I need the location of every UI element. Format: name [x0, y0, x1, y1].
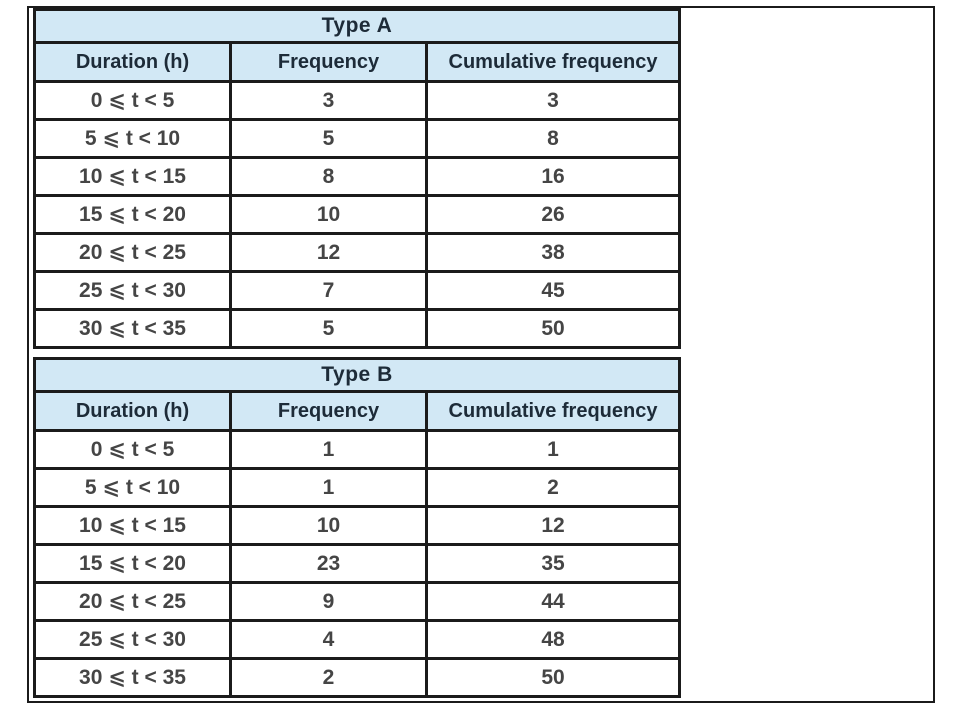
frequency-cell: 4 [231, 621, 427, 659]
column-header-frequency: Frequency [231, 43, 427, 82]
frequency-cell: 1 [231, 431, 427, 469]
frequency-cell: 9 [231, 583, 427, 621]
duration-cell: 30 ⩽ t < 35 [35, 310, 231, 348]
frequency-cell: 10 [231, 196, 427, 234]
duration-cell: 5 ⩽ t < 10 [35, 120, 231, 158]
table-row [35, 158, 680, 196]
table-row [35, 469, 680, 507]
frequency-cell: 10 [231, 507, 427, 545]
table-row [35, 120, 680, 158]
column-header-duration: Duration (h) [35, 43, 231, 82]
cumulative-frequency-cell: 35 [427, 545, 680, 583]
table-row [35, 659, 680, 697]
table-row [35, 621, 680, 659]
duration-cell: 5 ⩽ t < 10 [35, 469, 231, 507]
cumulative-frequency-cell: 50 [427, 310, 680, 348]
table-row [35, 583, 680, 621]
cumulative-frequency-cell: 38 [427, 234, 680, 272]
table-title: Type B [35, 359, 680, 392]
type-b-table [33, 357, 681, 698]
cumulative-frequency-cell: 2 [427, 469, 680, 507]
table-row [35, 431, 680, 469]
frequency-cell: 2 [231, 659, 427, 697]
column-header-cumulative-frequency: Cumulative frequency [427, 43, 680, 82]
column-header-duration: Duration (h) [35, 392, 231, 431]
frequency-cell: 12 [231, 234, 427, 272]
frequency-cell: 3 [231, 82, 427, 120]
type-a-header-row [35, 43, 680, 82]
type-b-title-row [35, 359, 680, 392]
duration-cell: 20 ⩽ t < 25 [35, 234, 231, 272]
column-header-frequency: Frequency [231, 392, 427, 431]
type-a-title-row [35, 10, 680, 43]
duration-cell: 20 ⩽ t < 25 [35, 583, 231, 621]
cumulative-frequency-cell: 50 [427, 659, 680, 697]
frequency-tables [33, 8, 681, 698]
frequency-cell: 8 [231, 158, 427, 196]
frequency-cell: 7 [231, 272, 427, 310]
table-row [35, 234, 680, 272]
duration-cell: 25 ⩽ t < 30 [35, 272, 231, 310]
type-b-header-row [35, 392, 680, 431]
duration-cell: 15 ⩽ t < 20 [35, 196, 231, 234]
cumulative-frequency-cell: 45 [427, 272, 680, 310]
cumulative-frequency-cell: 44 [427, 583, 680, 621]
cumulative-frequency-cell: 3 [427, 82, 680, 120]
table-row [35, 507, 680, 545]
cumulative-frequency-cell: 16 [427, 158, 680, 196]
duration-cell: 0 ⩽ t < 5 [35, 431, 231, 469]
cumulative-frequency-cell: 8 [427, 120, 680, 158]
table-title: Type A [35, 10, 680, 43]
duration-cell: 25 ⩽ t < 30 [35, 621, 231, 659]
table-row [35, 310, 680, 348]
frequency-cell: 23 [231, 545, 427, 583]
duration-cell: 10 ⩽ t < 15 [35, 507, 231, 545]
cumulative-frequency-cell: 26 [427, 196, 680, 234]
table-row [35, 545, 680, 583]
type-a-table [33, 8, 681, 349]
cumulative-frequency-cell: 1 [427, 431, 680, 469]
table-row [35, 196, 680, 234]
table-row [35, 272, 680, 310]
duration-cell: 30 ⩽ t < 35 [35, 659, 231, 697]
frequency-cell: 5 [231, 310, 427, 348]
duration-cell: 10 ⩽ t < 15 [35, 158, 231, 196]
cumulative-frequency-cell: 48 [427, 621, 680, 659]
duration-cell: 15 ⩽ t < 20 [35, 545, 231, 583]
table-row [35, 82, 680, 120]
frequency-cell: 1 [231, 469, 427, 507]
column-header-cumulative-frequency: Cumulative frequency [427, 392, 680, 431]
frequency-cell: 5 [231, 120, 427, 158]
duration-cell: 0 ⩽ t < 5 [35, 82, 231, 120]
cumulative-frequency-cell: 12 [427, 507, 680, 545]
